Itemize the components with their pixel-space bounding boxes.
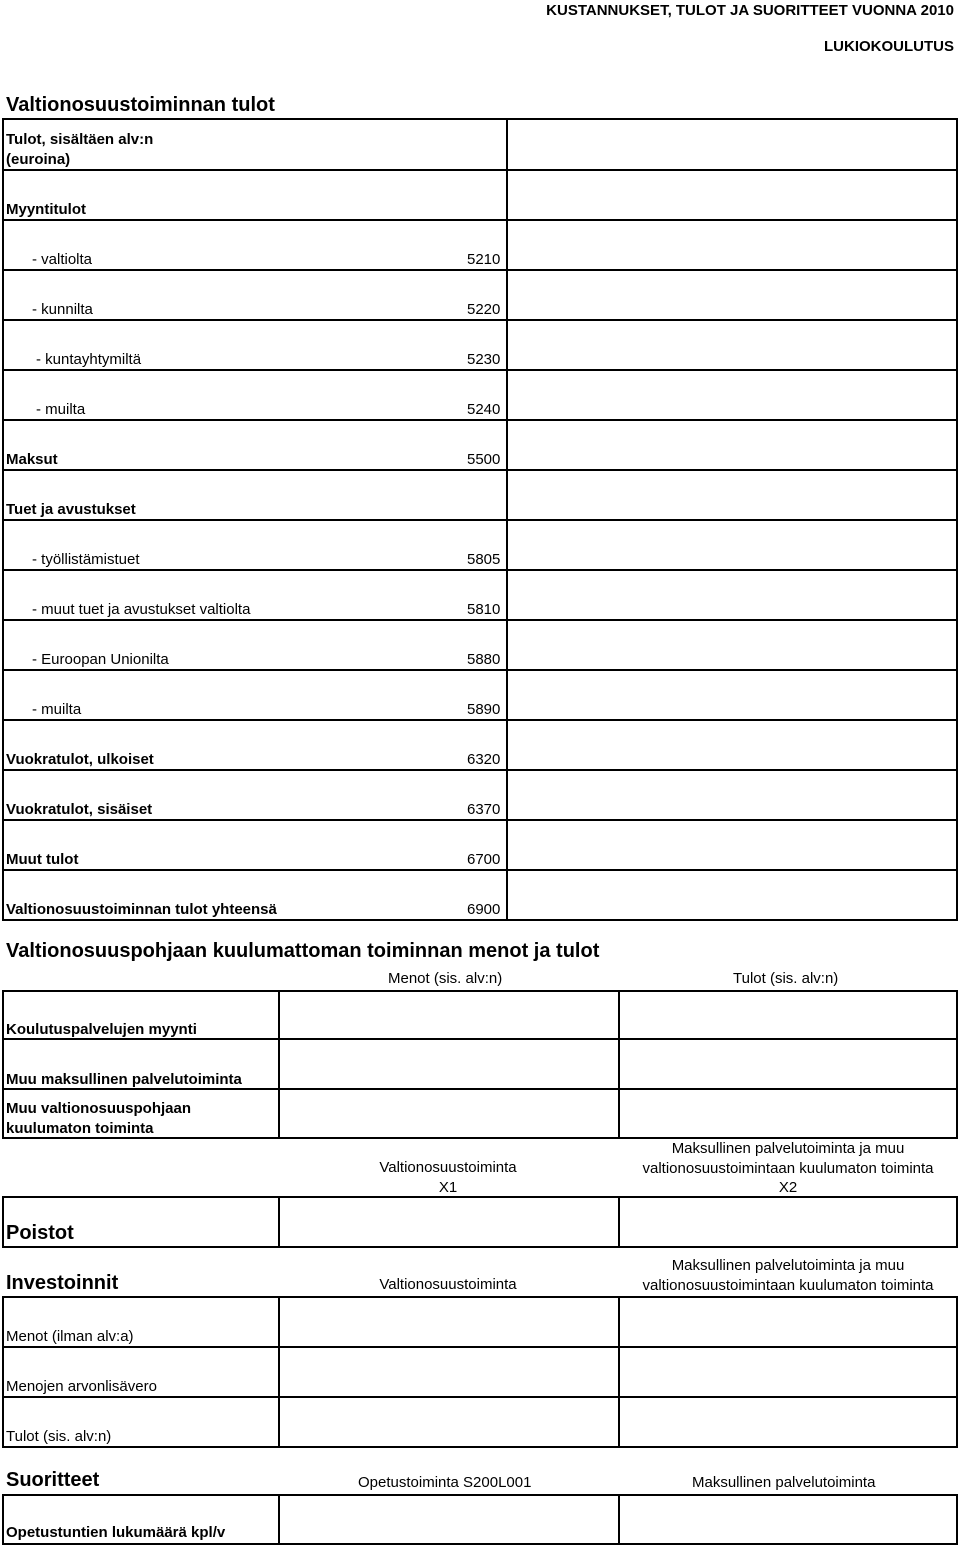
row-label-muu-maksullinen: Muu maksullinen palvelutoiminta [6, 1071, 242, 1088]
column-header-opetustoiminta: Opetustoiminta S200L001 [358, 1474, 532, 1491]
row-code-5240: 5240 [467, 401, 501, 418]
row-label-tulot-yhteensa: Valtionosuustoiminnan tulot yhteensä [6, 901, 277, 918]
row-code-6370: 6370 [467, 801, 501, 818]
row-label-muu-vos-line1: Muu valtionosuuspohjaan [6, 1100, 192, 1117]
row-label-maksut: Maksut [6, 451, 58, 468]
row-label-valtiolta: - valtiolta [32, 251, 93, 268]
row-label-kunnilta: - kunnilta [32, 301, 93, 318]
row-label-menojen-arvonlisavero: Menojen arvonlisävero [6, 1378, 157, 1395]
column-header-inv-maksullinen-line1: Maksullinen palvelutoiminta ja muu [671, 1257, 905, 1274]
report-title: KUSTANNUKSET, TULOT JA SUORITTEET VUONNA 2010 [546, 2, 954, 19]
column-header-valtionosuustoiminta: Valtionosuustoiminta [379, 1159, 517, 1176]
section-title-investoinnit: Investoinnit [6, 1272, 119, 1294]
intro-label-line1: Tulot, sisältäen alv:n [6, 131, 154, 148]
row-label-euroopan-unionilta: - Euroopan Unionilta [32, 651, 169, 668]
intro-label-line2: (euroina) [6, 151, 71, 168]
column-header-maksullinen-palvelutoiminta: Maksullinen palvelutoiminta [692, 1474, 876, 1491]
row-label-muilta-tuet: - muilta [32, 701, 82, 718]
row-label-tulot-sis-alv: Tulot (sis. alv:n) [6, 1428, 112, 1445]
row-code-6320: 6320 [467, 751, 501, 768]
row-code-5880: 5880 [467, 651, 501, 668]
column-header-inv-maksullinen-line2: valtionosuustoimintaan kuulumaton toiminta [642, 1277, 934, 1294]
row-label-myyntitulot: Myyntitulot [6, 201, 86, 218]
column-code-x2: X2 [778, 1179, 798, 1196]
row-label-muu-vos-line2: kuulumaton toiminta [6, 1120, 154, 1137]
row-label-muut-tuet-valtiolta: - muut tuet ja avustukset valtiolta [32, 601, 251, 618]
row-label-tyollistamistuet: - työllistämistuet [32, 551, 140, 568]
row-label-vuokratulot-ulkoiset: Vuokratulot, ulkoiset [6, 751, 154, 768]
row-code-5810: 5810 [467, 601, 501, 618]
column-header-maksullinen-line1: Maksullinen palvelutoiminta ja muu [671, 1140, 905, 1157]
column-header-maksullinen-line2: valtionosuustoimintaan kuulumaton toiminta [642, 1160, 934, 1177]
row-code-5500: 5500 [467, 451, 501, 468]
row-label-opetustuntien-lukumaara: Opetustuntien lukumäärä kpl/v [6, 1524, 226, 1541]
column-header-tulot: Tulot (sis. alv:n) [733, 970, 839, 987]
row-label-koulutuspalvelujen-myynti: Koulutuspalvelujen myynti [6, 1021, 197, 1038]
row-code-6700: 6700 [467, 851, 501, 868]
column-header-menot: Menot (sis. alv:n) [388, 970, 503, 987]
row-label-muilta: - muilta [36, 401, 86, 418]
section-title-valtionosuustoiminnan-tulot: Valtionosuustoiminnan tulot [6, 94, 275, 116]
row-label-menot-ilman-alv: Menot (ilman alv:a) [6, 1328, 134, 1345]
row-code-5210: 5210 [467, 251, 501, 268]
section-title-vos-kuulumaton: Valtionosuuspohjaan kuulumattoman toiminnan menot ja tulot [6, 940, 600, 962]
row-label-poistot: Poistot [6, 1222, 74, 1244]
row-code-6900: 6900 [467, 901, 501, 918]
row-label-kuntayhtymilta: - kuntayhtymiltä [36, 351, 142, 368]
row-code-5805: 5805 [467, 551, 501, 568]
section-title-suoritteet: Suoritteet [6, 1469, 100, 1491]
row-code-5220: 5220 [467, 301, 501, 318]
column-code-x1: X1 [438, 1179, 458, 1196]
row-code-5890: 5890 [467, 701, 501, 718]
report-subtitle: LUKIOKOULUTUS [824, 38, 954, 55]
row-label-tuet-ja-avustukset: Tuet ja avustukset [6, 501, 136, 518]
row-label-vuokratulot-sisaiset: Vuokratulot, sisäiset [6, 801, 153, 818]
row-code-5230: 5230 [467, 351, 501, 368]
row-label-muut-tulot: Muut tulot [6, 851, 79, 868]
column-header-inv-valtionosuustoiminta: Valtionosuustoiminta [379, 1276, 517, 1293]
